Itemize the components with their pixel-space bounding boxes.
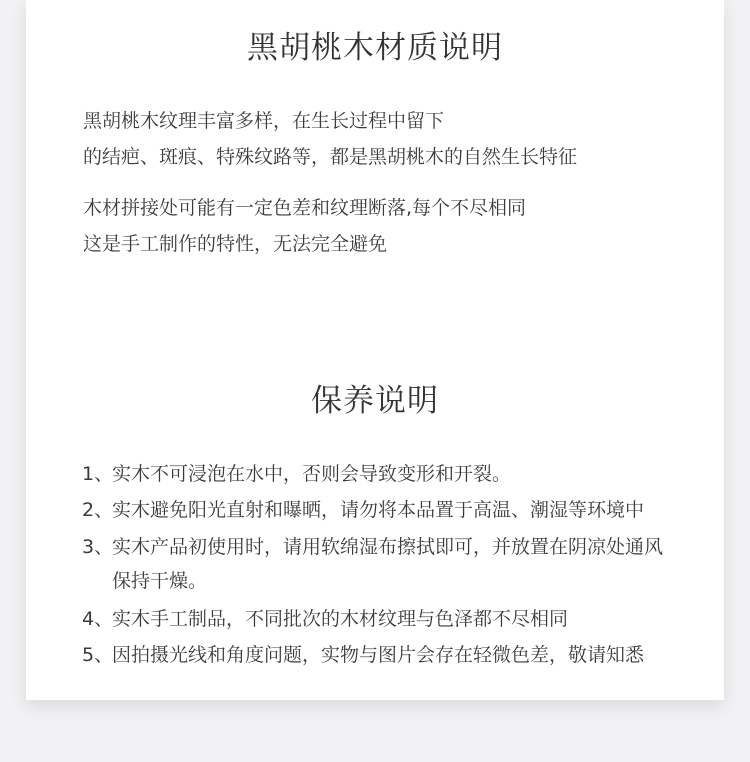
material-paragraph-line: 木材拼接处可能有一定色差和纹理断落,每个不尽相同 bbox=[83, 197, 527, 219]
care-list-item bbox=[82, 604, 568, 632]
care-item-number: 4、 bbox=[82, 608, 114, 630]
care-item-number: 3、 bbox=[82, 536, 114, 558]
care-section-title: 保养说明 bbox=[311, 383, 439, 419]
care-item-number: 5、 bbox=[82, 644, 114, 666]
material-paragraph-line: 这是手工制作的特性，无法完全避免 bbox=[83, 233, 388, 255]
care-item-number: 1、 bbox=[82, 463, 114, 485]
care-list-item bbox=[82, 459, 511, 487]
care-item-text: 实木不可浸泡在水中，否则会导致变形和开裂。 bbox=[112, 463, 512, 485]
care-item-text: 实木产品初使用时，请用软绵湿布擦拭即可，并放置在阴凉处通风 bbox=[112, 536, 664, 558]
care-item-number: 2、 bbox=[82, 499, 114, 521]
material-section-title: 黑胡桃木材质说明 bbox=[247, 30, 503, 66]
care-list-item bbox=[82, 495, 644, 523]
material-paragraph-line: 的结疤、斑痕、特殊纹路等，都是黑胡桃木的自然生长特征 bbox=[83, 146, 578, 168]
care-item-text: 因拍摄光线和角度问题，实物与图片会存在轻微色差，敬请知悉 bbox=[112, 644, 645, 666]
care-list-item bbox=[82, 532, 663, 560]
content-card bbox=[26, 0, 724, 700]
care-item-text: 实木避免阳光直射和曝晒，请勿将本品置于高温、潮湿等环境中 bbox=[112, 499, 645, 521]
care-item-text: 实木手工制品，不同批次的木材纹理与色泽都不尽相同 bbox=[112, 608, 569, 630]
material-paragraph-line: 黑胡桃木纹理丰富多样，在生长过程中留下 bbox=[83, 110, 445, 132]
care-list-item bbox=[82, 640, 644, 668]
care-item-text-continuation: 保持干燥。 bbox=[112, 570, 208, 592]
